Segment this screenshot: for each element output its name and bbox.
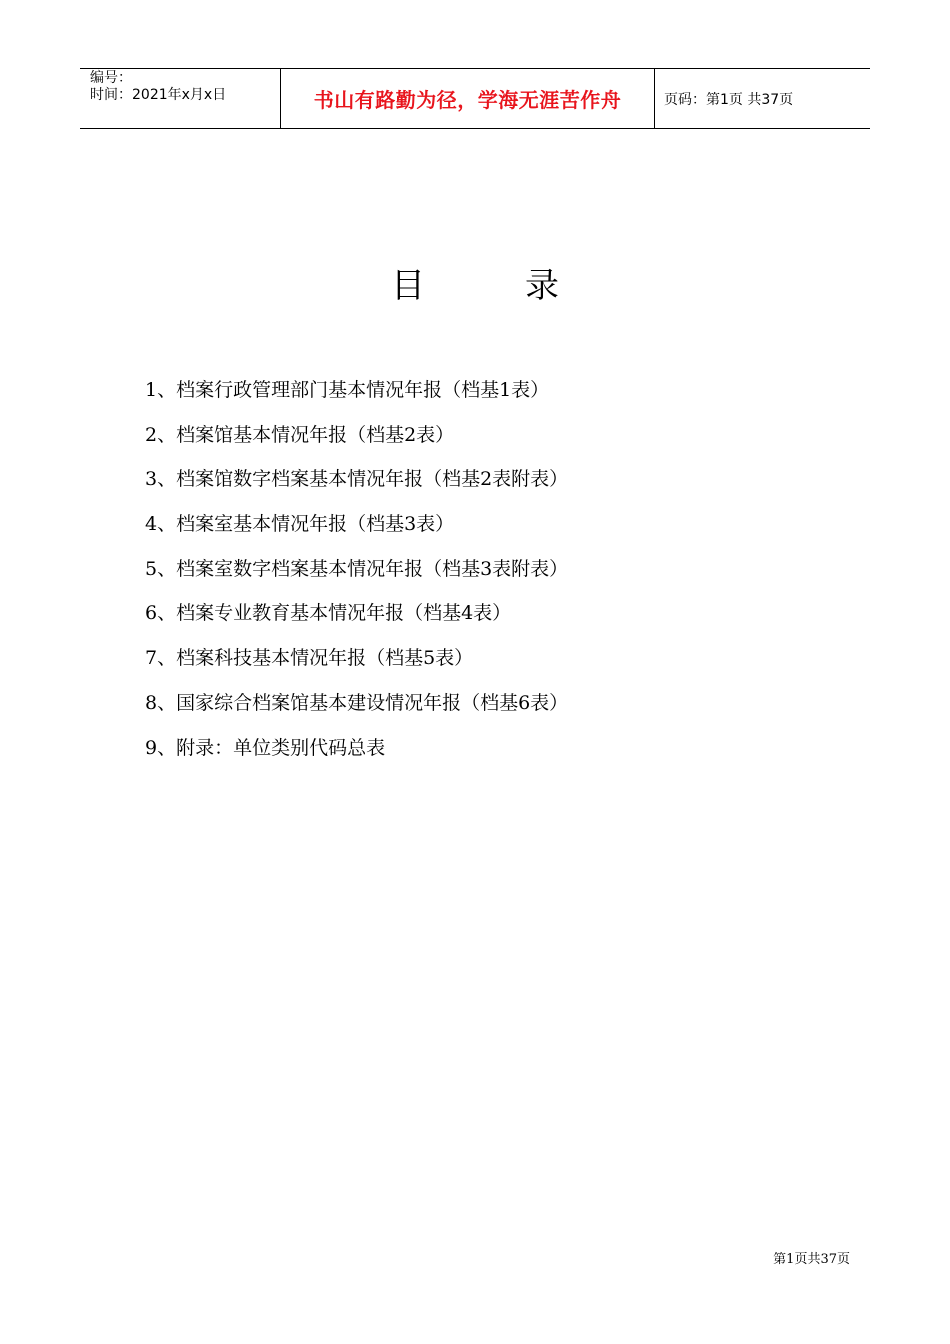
- header-time-label: 时间：2021年x月x日: [90, 87, 227, 103]
- table-of-contents: [145, 373, 568, 775]
- toc-item: 8、国家综合档案馆基本建设情况年报（档基6表）: [145, 691, 569, 714]
- page-footer: 第1页共37页: [773, 1252, 850, 1267]
- header-page-info: 页码：第1页 共37页: [664, 91, 794, 108]
- page-header: [80, 68, 870, 129]
- toc-item: 3、档案馆数字档案基本情况年报（档基2表附表）: [145, 468, 569, 491]
- toc-item: 1、档案行政管理部门基本情况年报（档基1表）: [145, 379, 550, 401]
- toc-item: 2、档案馆基本情况年报（档基2表）: [145, 423, 455, 446]
- toc-item: 7、档案科技基本情况年报（档基5表）: [145, 647, 474, 670]
- header-motto: 书山有路勤为径，学海无涯苦作舟: [281, 69, 655, 128]
- title-char-1: 目: [391, 266, 425, 306]
- toc-item: 4、档案室基本情况年报（档基3表）: [145, 513, 455, 536]
- header-meta: [80, 69, 281, 128]
- header-number-label: 编号：: [90, 70, 132, 86]
- page-title: [0, 258, 950, 307]
- toc-item: 9、附录：单位类别代码总表: [145, 736, 386, 759]
- title-char-2: 录: [525, 266, 559, 306]
- toc-item: 5、档案室数字档案基本情况年报（档基3表附表）: [145, 557, 569, 580]
- toc-item: 6、档案专业教育基本情况年报（档基4表）: [145, 602, 512, 625]
